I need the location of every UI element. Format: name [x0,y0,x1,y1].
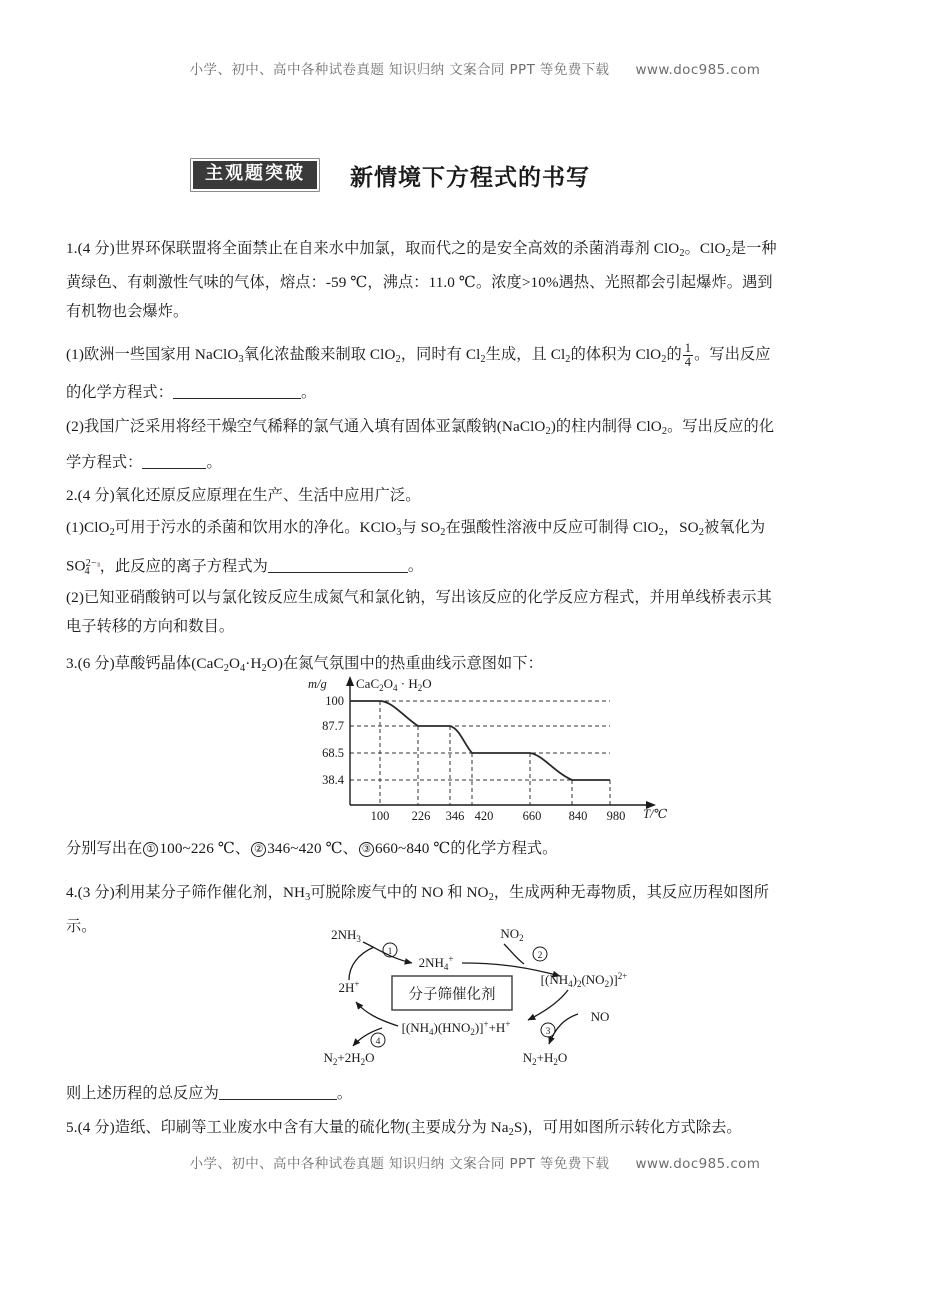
fraction-numerator: 1 [684,341,692,356]
page-footer [0,1152,950,1172]
q2p1-c: 与 SO [401,519,441,536]
question-1-part-2: (2)我国广泛采用将经干燥空气稀释的氯气通入填有固体亚氯酸钠(NaClO$_2$)的柱内制得 ClO$_2$。写出反应的化 [66,418,775,437]
section-badge-label: 主观题突破 [193,161,317,189]
arrow-step-3-to-intermediate [528,990,568,1020]
species-n2-h2o: $N_2+H_2O$ [522,1050,568,1067]
q4-after-a: 则上述历程的总反应为 [66,1085,219,1102]
reaction-mechanism-diagram [316,922,646,1070]
q3-after-d: 346~420 ℃、 [267,840,358,857]
chart-xtick-660: 660 [522,809,542,823]
arrow-cycle-left-top [349,947,374,980]
q2p1-d: 在强酸性溶液中反应可制得 ClO [445,519,659,536]
q1-stem-c: 是一种 [730,240,777,257]
circled-3: ③ [359,842,374,857]
q1p1-a: (1)欧洲一些国家用 NaClO [66,346,239,363]
answer-blank-q2-1[interactable] [268,572,408,573]
question-4-answer-line [66,1079,884,1108]
q1-stem-line3: 有机物也会爆炸。 [66,302,189,320]
catalyst-box-label: 分子筛催化剂 [408,987,496,1003]
question-1-part-1-answer-line [66,378,884,407]
answer-blank-q1-2[interactable] [142,468,206,469]
species-n2-2h2o: $N_2+2H_2O$ [323,1050,375,1067]
species-no: NO [590,1009,610,1024]
chart-y-axis-arrow [346,676,354,686]
chart-xtick-840: 840 [568,809,588,823]
q5-stem-b: S)，可用如图所示转化方式除去。 [513,1119,742,1136]
q1p2-e: 。 [206,454,222,471]
q3-after-b: 100~226 ℃、 [159,840,251,857]
q4-stem-a: 4.(3 分)利用某分子筛作催化剂，NH [66,884,306,901]
footer-url: www.doc985.com [635,1156,761,1172]
circled-1: ① [143,842,158,857]
chart-ytick-877: 87.7 [322,719,344,733]
page-header [0,58,950,78]
question-2-stem [66,481,884,510]
chart-x-axis-label: T/℃ [643,807,668,821]
q2p1-h: ，此反应的离子方程式为 [99,557,268,575]
sulfate-charge: 2− [85,558,97,569]
arrow-no2-in [504,944,524,964]
q1p1-f: 的 [666,346,682,363]
question-1-part-1: (1)欧洲一些国家用 NaClO$_3$氧化浓盐酸来制取 ClO$_2$，同时有 $Cl_2$生成，且 $Cl_2$的体积为 ClO$_2$的 $\frac{1}{4}$ 。写出反应 [66,341,771,369]
step-label-3: 3 [545,1027,551,1037]
q1-stem-b: 。ClO [684,240,726,257]
q2p1-g: SO [66,557,86,575]
q3-stem-c: ·H [245,655,262,672]
q1-stem-a: 1.(4 分)世界环保联盟将全面禁止在自来水中加氯，取而代之的是安全高效的杀菌消毒剂 ClO [66,240,680,257]
species-2h-plus: 2H+ [338,979,360,995]
q4-stem-c: ，生成两种无毒物质，其反应历程如图所 [493,884,770,901]
answer-blank-q1-1[interactable] [173,398,301,399]
step-label-1: 1 [387,947,393,957]
answer-blank-q4[interactable] [219,1099,337,1100]
fraction-one-quarter [683,342,693,368]
question-3-instruction [66,834,884,863]
species-2nh3: $2NH_3$ [331,927,361,944]
page-title-text: 新情境下方程式的书写 [350,164,590,190]
q1p1-h: 的化学方程式： [66,384,174,401]
chart-xtick-346: 346 [445,809,465,823]
chart-xtick-100: 100 [370,809,390,823]
footer-text: 小学、初中、高中各种试卷真题 知识归纳 文案合同 PPT 等免费下载 [189,1156,610,1172]
q3-stem-d: O)在氮气氛围中的热重曲线示意图如下： [266,655,543,672]
fraction-denominator: 4 [684,354,692,369]
species-2nh4-plus: $2NH_4^+$ [418,954,454,972]
question-2-part-1: (1)ClO$_2$可用于污水的杀菌和饮用水的净化。KClO$_3$与 $SO_2$在强酸性溶液中反应可制得 ClO$_2$，$SO_2$被氧化为 [66,519,766,538]
question-4-stem: 4.(3 分)利用某分子筛作催化剂，$NH_3$可脱除废气中的 NO 和 $NO_2$，生成两种无毒物质，其反应历程如图所 示。 [66,884,770,935]
chart-xtick-980: 980 [606,809,626,823]
species-intermediate: $[(NH_4)(HNO_2)]^++H^+$ [401,1019,511,1037]
q2p1-e: ，SO [663,519,699,536]
q4-stem-d: 示。 [66,917,97,935]
q2-stem-text: 2.(4 分)氧化还原反应原理在生产、生活中应用广泛。 [66,487,421,504]
page-title [190,155,790,195]
header-url: www.doc985.com [635,62,761,78]
q1p2-a: (2)我国广泛采用将经干燥空气稀释的氯气通入填有固体亚氯酸钠(NaClO [66,418,546,435]
question-1-part-2-answer-line [66,448,884,477]
q2p1-b: 可用于污水的杀菌和饮用水的净化。KClO [114,519,397,536]
species-complex: $[(NH_4)_2(NO_2)]^{2+}$ [540,971,628,989]
q4-after-b: 。 [336,1085,353,1102]
q2p2-a: (2)已知亚硝酸钠可以与氯化铵反应生成氮气和氯化钠，写出该反应的化学反应方程式，并用单线桥表示其 [66,589,772,606]
chart-title: $CaC_2O_4 \cdot H_2O$ [356,676,432,693]
q5-stem-a: 5.(4 分)造纸、印刷等工业废水中含有大量的硫化物(主要成分为 Na [66,1119,509,1136]
chart-ytick-100: 100 [325,694,344,708]
step-label-4: 4 [375,1037,381,1047]
q1p2-b: )的柱内制得 ClO [550,418,662,435]
q1p2-c: 。写出反应的化 [667,418,775,435]
section-badge [190,158,320,192]
chart-y-axis-label: m/g [308,677,327,691]
step-label-2: 2 [537,951,543,961]
header-text: 小学、初中、高中各种试卷真题 知识归纳 文案合同 PPT 等免费下载 [189,62,610,78]
q2p2-b: 电子转移的方向和数目。 [66,618,235,635]
q2p1-a: (1)ClO [66,519,110,536]
question-2-part-1-answer-line [66,549,884,586]
sulfate-subscript: 4 [84,565,90,577]
chart-xtick-420: 420 [474,809,494,823]
q3-after-e: 660~840 ℃的化学方程式。 [374,840,558,857]
q2p1-f: 被氧化为 [703,519,766,536]
chart-xtick-226: 226 [411,809,431,823]
q2p1-i: 。 [407,557,424,575]
chart-tg-curve [350,701,610,780]
q1p1-e: 的体积为 ClO [570,346,662,363]
q3-after-a: 分别写出在 [66,840,143,857]
question-1-stem: 1.(4 分)世界环保联盟将全面禁止在自来水中加氯，取而代之的是安全高效的杀菌消毒剂 ClO$_2$。ClO$_2$是一种 黄绿色、有刺激性气味的气体，熔点：-59 ℃，沸点：11.0 ℃。浓度>10%遇热、光照都会引起爆炸。遇到 有机物也会爆炸。 [66,240,777,320]
q1-stem-line2: 黄绿色、有刺激性气味的气体，熔点：-59 ℃，沸点：11.0 ℃。浓度>10%遇热、光照都会引起爆炸。遇到 [66,273,773,291]
question-2-part-2 [66,583,884,641]
q3-stem-a: 3.(6 分)草酸钙晶体(CaC [66,655,224,672]
q1p1-c: ，同时有 Cl [400,346,481,363]
q1p1-b: 氧化浓盐酸来制取 ClO [243,346,396,363]
q4-stem-b: 可脱除废气中的 NO 和 NO [310,884,489,901]
chart-ytick-685: 68.5 [322,746,344,760]
question-5-stem: 5.(4 分)造纸、印刷等工业废水中含有大量的硫化物(主要成分为 $Na_2S$)，可用如图所示转化方式除去。 [66,1119,742,1138]
question-3-stem: 3.(6 分)草酸钙晶体$(CaC_2O_4\cdot H_2O)$在氮气氛围中的热重曲线示意图如下： [66,655,543,674]
q1p2-d: 学方程式： [66,454,143,471]
q3-stem-b: O [228,655,241,672]
arrow-step-3-to-product [549,1014,578,1044]
q1p1-d: 生成，且 Cl [485,346,566,363]
species-no2: $NO_2$ [500,926,524,943]
q1p1-g: 。写出反应 [694,346,771,363]
render-artifact: ıı [96,559,100,569]
chart-ytick-384: 38.4 [322,773,344,787]
q1p1-i: 。 [301,384,317,401]
circled-2: ② [251,842,266,857]
thermogravimetric-chart [300,672,690,824]
